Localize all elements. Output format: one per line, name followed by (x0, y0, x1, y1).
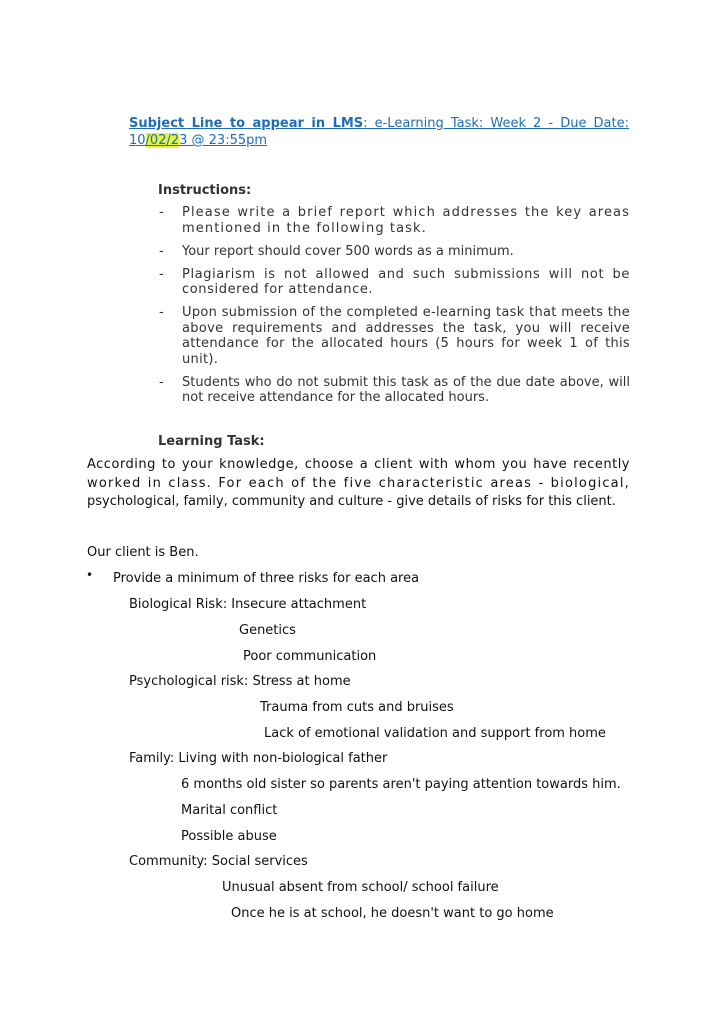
community-risk-heading: Community: Social services (129, 854, 308, 869)
instruction-text: Upon submission of the completed e-learning task that meets the above requirements and addresses the task, you will receive attendance for the allocated hours (5 hours for week 1 of this unit). (182, 305, 630, 367)
list-item (158, 267, 630, 298)
biological-risk-item: Genetics (239, 623, 296, 638)
list-item (158, 205, 630, 236)
instructions-heading: Instructions: (158, 183, 252, 198)
dash-bullet: - (159, 374, 164, 390)
psychological-risk-item: Trauma from cuts and bruises (260, 700, 454, 715)
biological-risk-item: Poor communication (243, 649, 377, 664)
family-risk-item: Possible abuse (181, 829, 277, 844)
family-risk-heading: Family: Living with non-biological father (129, 751, 388, 766)
bullet-glyph: • (86, 568, 94, 582)
dash-bullet: - (159, 305, 164, 320)
instruction-text: Your report should cover 500 words as a minimum. (182, 243, 514, 259)
subject-line-text: : e-Learning Task: Week 2 - Due Date: 10 (129, 116, 629, 148)
community-risk-item: Unusual absent from school/ school failure (222, 880, 499, 895)
task-line: According to your knowledge, choose a client with whom you have recently (87, 457, 630, 472)
family-risk-item: Marital conflict (181, 803, 278, 818)
highlighted-date-text: /02/2 (145, 133, 180, 148)
instruction-text: Plagiarism is not allowed and such submissions will not be considered for attendance. (182, 266, 630, 297)
client-statement: Our client is Ben. (87, 545, 199, 560)
instruction-text: Please write a brief report which addresses the key areas mentioned in the following task. (182, 205, 630, 236)
dash-bullet: - (159, 205, 165, 220)
instructions-list (158, 205, 630, 413)
community-risk-item: Once he is at school, he doesn't want to go home (231, 906, 554, 921)
dash-bullet: - (159, 266, 165, 282)
task-line: worked in class. For each of the five characteristic areas - biological, (87, 475, 630, 491)
learning-task-paragraph (87, 456, 630, 512)
learning-task-heading: Learning Task: (158, 434, 265, 449)
biological-risk-heading: Biological Risk: Insecure attachment (129, 597, 367, 612)
bullet-text: Provide a minimum of three risks for each area (113, 571, 420, 586)
instruction-text: Students who do not submit this task as of the due date above, will not receive attendance for the allocated hours. (182, 374, 630, 405)
subject-line-label: Subject Line to appear in LMS (129, 116, 364, 131)
dash-bullet: - (159, 243, 164, 259)
psychological-risk-heading: Psychological risk: Stress at home (129, 674, 351, 689)
subject-line-time: 3 @ 23:55pm (179, 133, 268, 148)
family-risk-item: 6 months old sister so parents aren't paying attention towards him. (181, 777, 621, 792)
list-item (158, 244, 630, 260)
task-line: psychological, family, community and culture - give details of risks for this client. (87, 494, 616, 509)
list-item (158, 305, 630, 367)
list-item (158, 375, 630, 406)
subject-line (129, 115, 629, 149)
psychological-risk-item: Lack of emotional validation and support from home (264, 726, 606, 741)
